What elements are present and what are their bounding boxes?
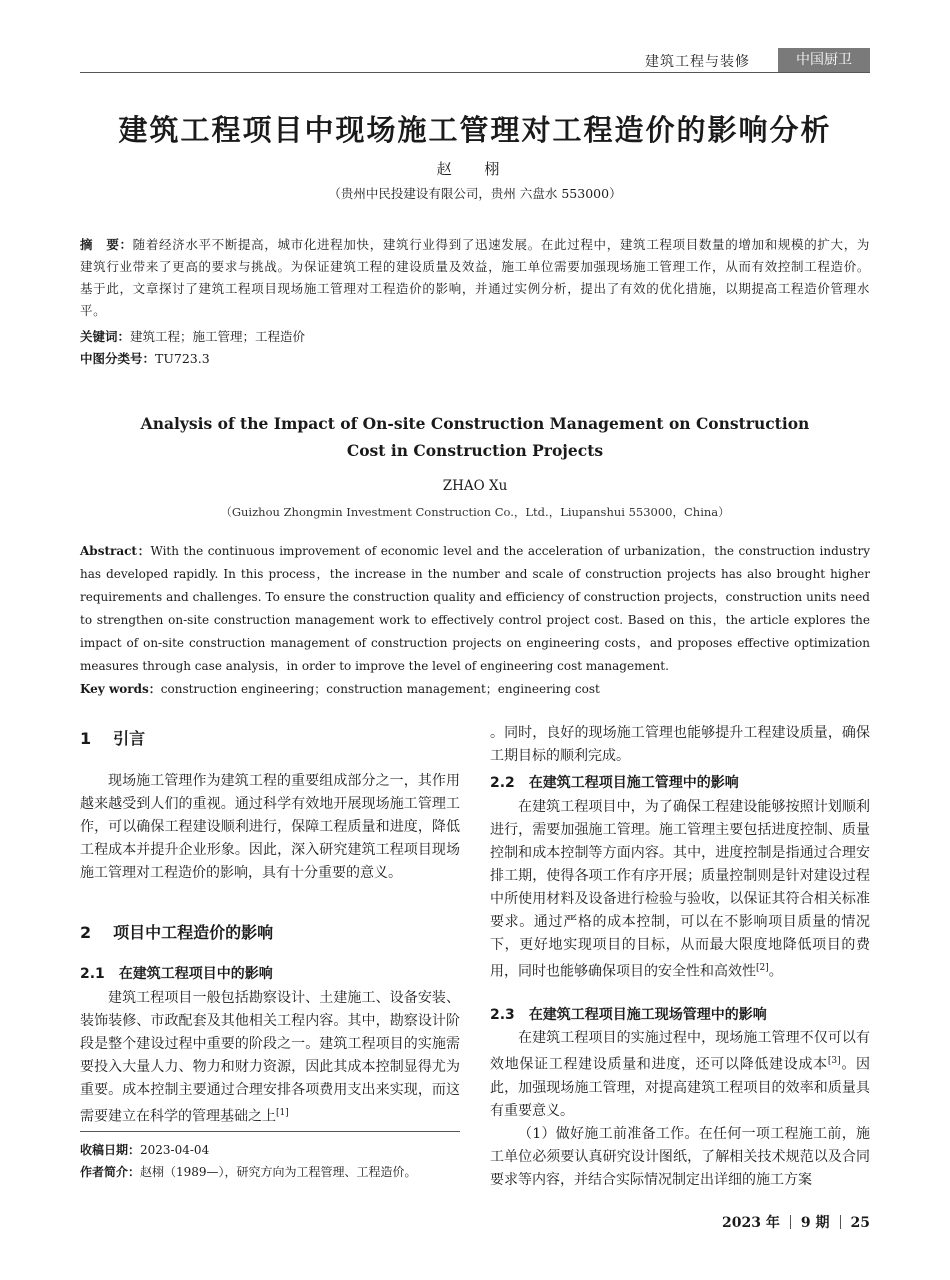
section-2-1-tail: 。同时，良好的现场施工管理也能够提升工程建设质量，确保工期目标的顺利完成。: [490, 725, 870, 764]
footer-separator: [840, 1215, 841, 1229]
header-rule: [80, 72, 870, 73]
section-1-body: [80, 770, 460, 885]
footer-issue: 9 期: [800, 1215, 830, 1231]
section-1-title: 引言: [113, 729, 146, 748]
section-2-1-number: 2.1: [80, 966, 105, 982]
section-2-2-body: [490, 796, 870, 984]
keywords-en-text: construction engineering；construction management；engineering cost: [160, 682, 600, 696]
section-2-3-number: 2.3: [490, 1007, 515, 1023]
section-2-title: 项目中工程造价的影响: [113, 923, 274, 942]
abstract-cn-text: 随着经济水平不断提高，城市化进程加快，建筑行业得到了迅速发展。在此过程中，建筑工程项目数量的增加和规模的扩大，为建筑行业带来了更高的要求与挑战。为保证建筑工程的建设质量及效益，施工单位需要加强现场施工管理工作，从而有效控制工程造价。基于此，文章探讨了建筑工程项目现场施工管理对工程造价的影响，并通过实例分析，提出了有效的优化措施，以期提高工程造价管理水平。: [80, 237, 870, 318]
author-bio-text: 赵栩（1989—），研究方向为工程管理、工程造价。: [140, 1165, 417, 1179]
section-2-2-paragraph: [490, 796, 870, 984]
running-header: [80, 48, 870, 72]
classification-cn-label: 中图分类号：: [80, 351, 156, 366]
abstract-cn: [80, 234, 870, 322]
section-1-number: 1: [80, 729, 92, 748]
author-name-en: ZHAO Xu: [442, 478, 508, 494]
footer-year: 2023 年: [722, 1215, 780, 1231]
section-2-1-continuation: [490, 722, 870, 768]
article-title-en: Analysis of the Impact of On-site Construction Management on Construction Cost in Construction Projects: [140, 414, 810, 460]
section-2-2-tail: 。: [768, 963, 783, 980]
keywords-cn-label: 关键词：: [80, 329, 131, 344]
citation-3: [3]: [827, 1056, 841, 1066]
section-2-1-title: 在建筑工程项目中的影响: [118, 966, 273, 982]
section-2-3-heading: [490, 1004, 767, 1024]
journal-name-tag: 中国厨卫: [778, 48, 870, 72]
section-2-2-text: 在建筑工程项目中，为了确保工程建设能够按照计划顺利进行，需要加强施工管理。施工管理主要包括进度控制、质量控制和成本控制等方面内容。其中，进度控制是指通过合理安排工期，使得各项工作有序开展；质量控制则是针对建设过程中所使用材料及设备进行检验与验收，以保证其符合相关标准要求。通过严格的成本控制，可以在不影响项目质量的情况下，更好地实现项目的目标，从而最大限度地降低项目的费用，同时也能够确保项目的安全性和高效性: [490, 799, 870, 980]
section-2-3-tail: 。因此，加强现场施工管理，对提高建筑工程项目的效率和质量具有重要意义。: [490, 1056, 871, 1119]
author-name-cn: 赵 栩: [436, 160, 514, 178]
footer-separator: [790, 1215, 791, 1229]
section-1-paragraph: 现场施工管理作为建筑工程的重要组成部分之一，其作用越来越受到人们的重视。通过科学有效地开展现场施工管理工作，可以确保工程建设顺利进行，保障工程质量和进度，降低工程成本并提升企业形象。因此，深入研究建筑工程项目现场施工管理对工程造价的影响，具有十分重要的意义。: [80, 773, 460, 881]
article-title-cn: 建筑工程项目中现场施工管理对工程造价的影响分析: [118, 113, 832, 147]
section-2-2-title: 在建筑工程项目施工管理中的影响: [528, 775, 739, 791]
keywords-cn: [80, 326, 870, 348]
section-2-3-text: 在建筑工程项目的实施过程中，现场施工管理不仅可以有效地保证工程建设质量和进度，还可以降低建设成本: [490, 1030, 870, 1073]
page-footer: [722, 1212, 870, 1232]
section-2-1-paragraph: [80, 987, 460, 1129]
journal-section-name: 建筑工程与装修: [645, 54, 750, 70]
page-number: 25: [850, 1215, 870, 1231]
section-2-2-heading: [490, 772, 739, 792]
footnote-rule: [80, 1131, 460, 1132]
received-date: 2023-04-04: [140, 1143, 210, 1157]
section-2-3-paragraph-2: （1）做好施工前准备工作。在任何一项工程施工前，施工单位必须要认真研究设计图纸，了解相关技术规范以及合同要求等内容，并结合实际情况制定出详细的施工方案: [490, 1125, 870, 1188]
footnote-received: [80, 1140, 460, 1160]
section-2-3-title: 在建筑工程项目施工现场管理中的影响: [528, 1007, 767, 1023]
classification-cn: [80, 348, 870, 370]
footnote-author-bio: [80, 1162, 460, 1182]
keywords-cn-text: 建筑工程；施工管理；工程造价: [130, 329, 306, 344]
author-bio-label: 作者简介：: [80, 1165, 141, 1179]
received-label: 收稿日期：: [80, 1143, 141, 1157]
citation-2: [2]: [756, 963, 769, 973]
section-2-1-text: 建筑工程项目一般包括勘察设计、土建施工、设备安装、装饰装修、市政配套及其他相关工程内容。其中，勘察设计阶段是整个建设过程中重要的阶段之一。建筑工程项目的实施需要投入大量人力、物力和财力资源，因此其成本控制显得尤为重要。成本控制主要通过合理安排各项费用支出来实现，而这需要建立在科学的管理基础之上: [80, 990, 460, 1125]
section-2-number: 2: [80, 923, 92, 942]
section-2-1-heading: [80, 963, 273, 983]
section-2-1-body: [80, 987, 460, 1129]
affiliation-en: （Guizhou Zhongmin Investment Construction Co.，Ltd.，Liupanshui 553000，China）: [220, 505, 730, 519]
section-2-3-paragraph-1: [490, 1027, 870, 1123]
section-2-heading: [80, 920, 273, 943]
keywords-en-label: Key words：: [80, 682, 161, 696]
affiliation-cn: （贵州中民投建设有限公司，贵州 六盘水 553000）: [328, 186, 622, 201]
abstract-en: [80, 540, 870, 678]
section-2-3-body: [490, 1027, 870, 1192]
citation-1: [1]: [276, 1108, 289, 1118]
section-2-2-number: 2.2: [490, 775, 515, 791]
classification-cn-text: TU723.3: [155, 351, 210, 366]
abstract-cn-label: 摘 要：: [80, 237, 133, 252]
abstract-en-label: Abstract：: [80, 544, 151, 558]
keywords-en: [80, 678, 870, 701]
section-1-heading: [80, 726, 145, 749]
abstract-en-text: With the continuous improvement of economic level and the acceleration of urbanization，the construction industry has developed rapidly. In this process，the increase in the number and scale of construction projects has also brought higher requirements and challenges. To ensure the construction quality and efficiency of construction projects，construction units need to strengthen on-site construction management work to effectively control project cost. Based on this，the article explores the impact of on-site construction management of construction projects on engineering costs，and proposes effective optimization measures through case analysis，in order to improve the level of engineering cost management.: [80, 544, 870, 673]
